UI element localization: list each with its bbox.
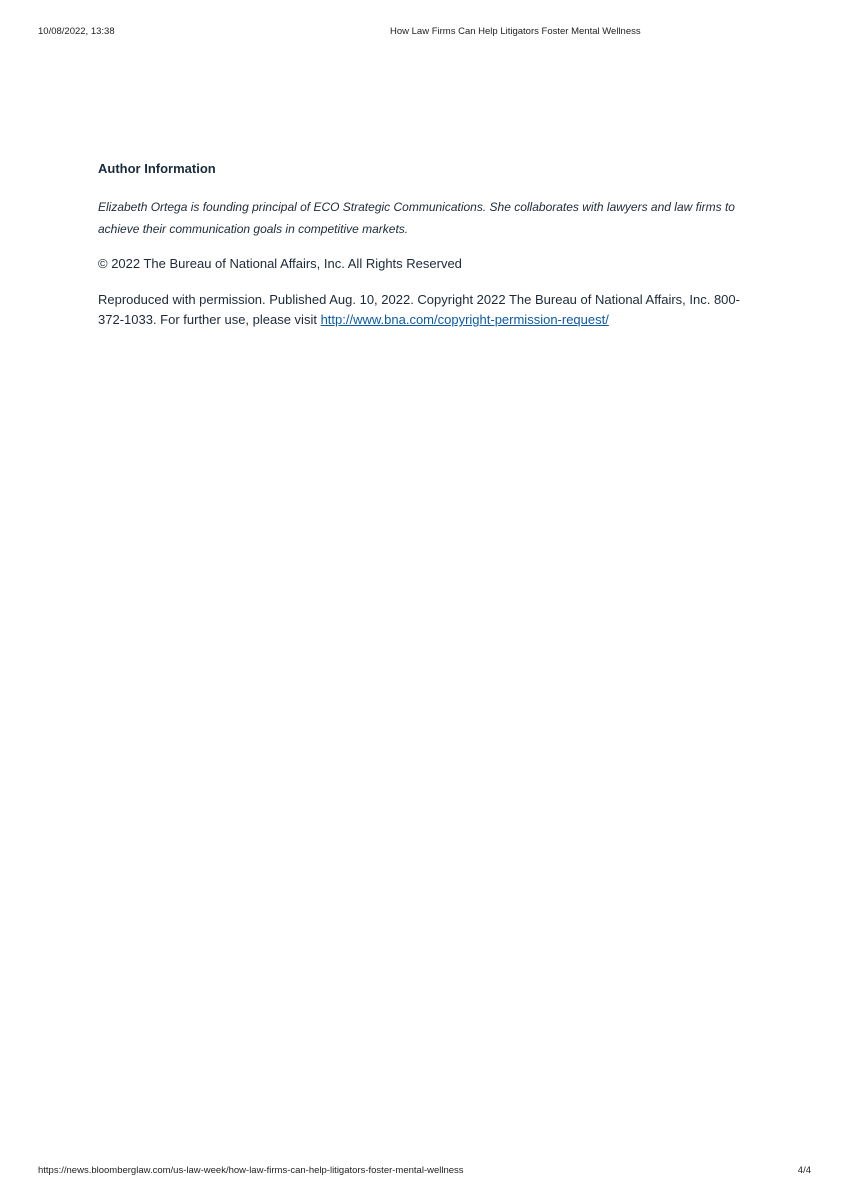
page-number: 4/4: [797, 1165, 811, 1176]
author-information-heading: Author Information: [98, 161, 216, 176]
article-content: [98, 160, 758, 330]
reproduction-text: Reproduced with permission. Published Aug. 10, 2022. Copyright 2022 The Bureau of National Affairs, Inc. 800-372-1033. For further use, please visit: [98, 292, 740, 327]
copyright-notice: © 2022 The Bureau of National Affairs, Inc. All Rights Reserved: [98, 256, 462, 271]
author-bio: Elizabeth Ortega is founding principal of ECO Strategic Communications. She collaborates with lawyers and law firms to achieve their communication goals in competitive markets.: [98, 200, 735, 236]
reproduction-notice: [98, 290, 758, 330]
print-header: [38, 26, 811, 40]
print-footer: [38, 1165, 811, 1179]
permission-request-link[interactable]: http://www.bna.com/copyright-permission-request/: [320, 312, 609, 327]
print-page-title: How Law Firms Can Help Litigators Foster Mental Wellness: [390, 26, 641, 37]
print-date: 10/08/2022, 13:38: [38, 26, 115, 37]
print-url: https://news.bloomberglaw.com/us-law-week/how-law-firms-can-help-litigators-foster-mental-wellness: [38, 1165, 464, 1176]
